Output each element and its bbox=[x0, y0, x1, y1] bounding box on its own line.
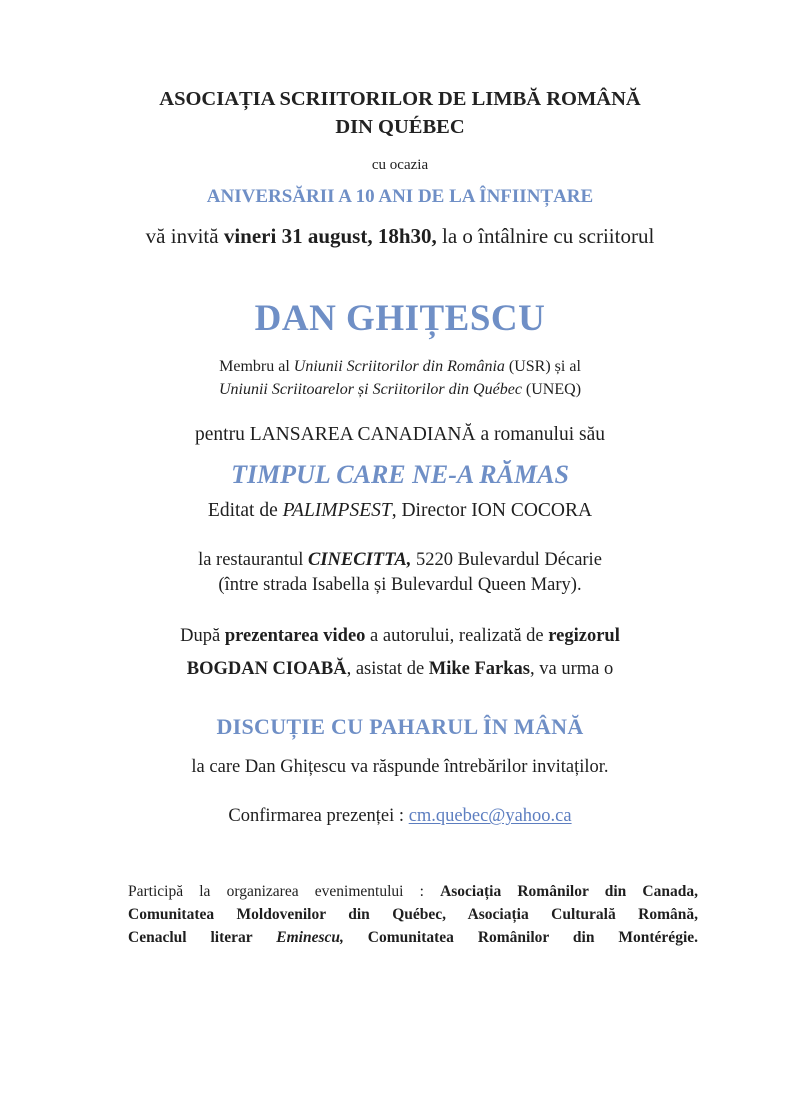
publisher-name: PALIMPSEST bbox=[282, 500, 392, 521]
rsvp-line bbox=[0, 806, 800, 827]
membership-usr-abbr: (USR) și al bbox=[504, 358, 581, 375]
uneq-name: Uniunii Scriitoarelor și Scriitorilor din Québec bbox=[218, 381, 522, 398]
membership-uneq-abbr: (UNEQ) bbox=[521, 381, 582, 398]
program-line1 bbox=[0, 626, 800, 647]
organizer-arc: Asociația Românilor din Canada, bbox=[440, 883, 698, 900]
invite-line bbox=[0, 224, 800, 249]
invite-pre: vă invită bbox=[145, 224, 224, 248]
program-text: , va urma o bbox=[530, 659, 614, 679]
book-title: TIMPUL CARE NE-A RĂMAS bbox=[231, 460, 569, 489]
program-text: a autorului, realizată de bbox=[365, 626, 549, 646]
rsvp-label: Confirmarea prezenței : bbox=[228, 806, 409, 826]
organizers-list: Comunitatea Moldovenilor din Québec, Asociația Culturală Română, bbox=[128, 906, 698, 923]
venue-pre: la restaurantul bbox=[198, 550, 308, 570]
membership-pre: Membru al bbox=[219, 358, 294, 375]
rsvp-email-link[interactable]: cm.quebec@yahoo.ca bbox=[408, 806, 572, 826]
invite-date: vineri 31 august, 18h30, bbox=[223, 224, 437, 248]
assistant-name: Mike Farkas bbox=[428, 659, 531, 679]
edited-pre: Editat de bbox=[207, 500, 283, 521]
discussion-heading: DISCUȚIE CU PAHARUL ÎN MÂNĂ bbox=[216, 714, 584, 739]
organization-name-line1: ASOCIAȚIA SCRIITORILOR DE LIMBĂ ROMÂNĂ bbox=[159, 88, 641, 110]
organizer-monteregie: Comunitatea Românilor din Montérégie. bbox=[343, 929, 698, 946]
organizer-eminescu: Eminescu, bbox=[276, 929, 344, 946]
program-bold-video: prezentarea video bbox=[224, 626, 366, 646]
anniversary-heading: ANIVERSĂRII A 10 ANI DE LA ÎNFIINȚARE bbox=[206, 186, 594, 207]
venue-line2: (între strada Isabella și Bulevardul Queen Mary). bbox=[218, 575, 582, 595]
membership-line2 bbox=[0, 381, 800, 399]
organizers-intro: Participă la organizarea evenimentului : bbox=[128, 883, 441, 900]
director-name: BOGDAN CIOABĂ bbox=[186, 659, 347, 679]
program-text: După bbox=[180, 626, 225, 646]
publisher-line bbox=[0, 500, 800, 522]
program-text: , asistat de bbox=[346, 659, 429, 679]
organizer-cenaclul: Cenaclul literar bbox=[128, 929, 277, 946]
usr-name: Uniunii Scriitorilor din România bbox=[293, 358, 505, 375]
organization-name-line2: DIN QUÉBEC bbox=[335, 116, 465, 138]
invite-post: la o întâlnire cu scriitorul bbox=[436, 224, 655, 248]
edited-post: , Director ION COCORA bbox=[391, 500, 593, 521]
launch-line: pentru LANSAREA CANADIANĂ a romanului său bbox=[195, 424, 605, 445]
program-bold-director: regizorul bbox=[548, 626, 620, 646]
venue-address: 5220 Bulevardul Décarie bbox=[411, 550, 602, 570]
occasion-text: cu ocazia bbox=[371, 157, 429, 173]
restaurant-name: CINECITTA, bbox=[308, 550, 412, 570]
program-line2 bbox=[0, 659, 800, 680]
author-name: DAN GHIȚESCU bbox=[254, 298, 546, 339]
membership-line1 bbox=[0, 358, 800, 376]
venue-line1 bbox=[0, 550, 800, 571]
answer-line: la care Dan Ghițescu va răspunde întrebărilor invitaților. bbox=[191, 757, 609, 777]
